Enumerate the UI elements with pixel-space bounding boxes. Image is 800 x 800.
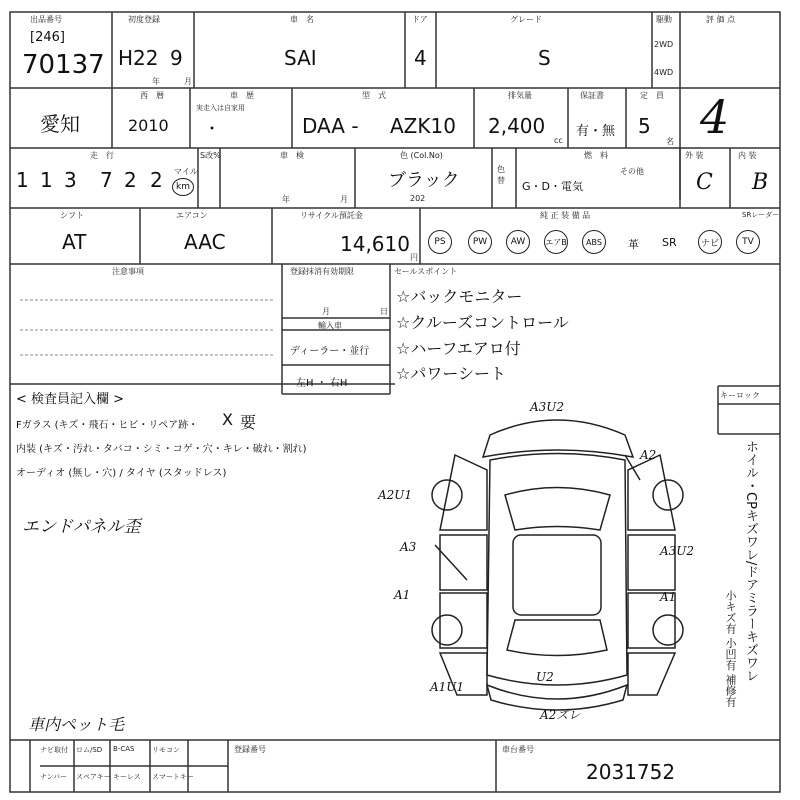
drive-2wd: 2WD	[654, 40, 674, 49]
shift-label: シフト	[60, 211, 84, 220]
wheel-rear-left	[432, 615, 462, 645]
ac-label: エアコン	[176, 211, 208, 220]
inspection-interior-line: 内装 (キズ・汚れ・タバコ・シミ・コゲ・穴・キレ・破れ・割れ)	[16, 444, 307, 455]
lot-label: 出品番号	[30, 15, 62, 24]
equipment-extra-label: SRレーダー	[742, 211, 780, 219]
damage-mark: A2ズレ	[540, 708, 581, 722]
warranty-value: 有・無	[576, 124, 616, 139]
reg-month: 9	[170, 46, 183, 70]
keylock-label: キーロック	[720, 391, 760, 400]
inspection-year: 年	[282, 195, 290, 204]
equipment-navi: ナビ	[698, 230, 722, 254]
rear-window	[507, 620, 607, 656]
s-mark-label: S改%	[200, 151, 221, 160]
year-value: 2010	[128, 116, 169, 135]
displacement-unit: cc	[554, 136, 563, 145]
reg-era: H22	[118, 46, 159, 70]
exterior-value: C	[696, 170, 713, 195]
registration-label: 登録抹消有効期限	[290, 267, 354, 276]
damage-legend-text: ホイル・CPキズワレ/ドアミラーキズワレ	[743, 440, 758, 683]
mileage-digit: 2	[150, 168, 163, 192]
color-change-label: 色替	[497, 165, 505, 185]
equipment-airbag: エアB	[544, 230, 568, 254]
inspection-title: < 検査員記入欄 >	[16, 392, 125, 407]
lot-number: 70137	[22, 50, 105, 80]
front-left-fender	[440, 455, 487, 530]
reg-label: 初度登録	[128, 15, 160, 24]
exterior-label: 外 装	[685, 151, 704, 160]
damage-mark: A1U1	[430, 680, 465, 694]
rear-right-quarter	[628, 653, 675, 695]
inspection-month: 月	[340, 195, 348, 204]
drive-4wd: 4WD	[654, 68, 674, 77]
grade-value: S	[538, 46, 551, 70]
mileage-digit: 1	[40, 168, 53, 192]
score-value: 4	[700, 90, 730, 144]
footer-option: スペアキー	[76, 773, 111, 781]
year-label: 西 暦	[140, 91, 164, 100]
mileage-digit: 7	[100, 168, 113, 192]
grade-label: グレード	[510, 15, 542, 24]
color-code: 202	[410, 194, 426, 203]
sales-point: ☆クルーズコントロール	[396, 313, 569, 332]
interior-value: B	[752, 170, 769, 195]
footer-option: スマートキー	[152, 773, 194, 781]
damage-mark: A1	[660, 590, 677, 604]
displacement-value: 2,400	[488, 114, 546, 138]
roof	[513, 535, 601, 615]
damage-mark: A2U1	[378, 488, 413, 502]
color-value: ブラック	[388, 170, 460, 191]
prefecture: 愛知	[40, 112, 80, 136]
lot-prefix: [246]	[30, 30, 65, 45]
mileage-digit: 1	[16, 168, 29, 192]
capacity-value: 5	[638, 114, 651, 138]
handwritten-note: エンドパネル歪	[22, 517, 141, 537]
import-value: ディーラー・並行	[290, 346, 370, 357]
equipment-aw: AW	[506, 230, 530, 254]
damage-mark: A3	[400, 540, 417, 554]
front-right-fender	[628, 455, 675, 530]
capacity-label: 定 員	[640, 91, 664, 100]
inspection-glass-line: Fガラス (キズ・飛石・ヒビ・リペア跡・	[16, 420, 199, 431]
history-note: 実走入は自家用	[196, 104, 245, 112]
registration-day: 日	[380, 307, 388, 316]
capacity-unit: 名	[666, 137, 674, 146]
reg-number-label: 登録番号	[234, 745, 266, 754]
ac-value: AAC	[184, 230, 226, 254]
score-label: 評 価 点	[706, 15, 736, 24]
equipment-sr: SR	[662, 236, 677, 249]
sales-point: ☆バックモニター	[396, 287, 523, 306]
damage-mark: A3U2	[530, 400, 565, 414]
inspection-audio-line: オーディオ (無し・穴) / タイヤ (スタッドレス)	[16, 468, 227, 479]
steering-value: 左H ・ 右H	[296, 378, 348, 389]
type-prefix: DAA -	[302, 114, 359, 138]
doors-label: ドア	[412, 15, 428, 24]
fuel-label: 燃 料	[584, 151, 608, 160]
mileage-unit-mile: マイル	[174, 167, 198, 176]
import-label: 輸入車	[318, 321, 342, 330]
color-label: 色 (Col.No)	[400, 151, 443, 160]
mileage-label: 走 行	[90, 151, 114, 160]
displacement-label: 排気量	[508, 91, 532, 100]
equipment-label: 純 正 装 備 品	[540, 211, 591, 220]
fuel-other: その他	[620, 167, 644, 176]
chassis-label: 車台番号	[502, 745, 534, 754]
model-name: SAI	[284, 46, 317, 70]
recycle-fee: 14,610	[340, 232, 410, 256]
windshield	[505, 488, 610, 531]
equipment-tv: TV	[736, 230, 760, 254]
glass-x-mark: X	[222, 410, 233, 429]
model-label: 車 名	[290, 15, 314, 24]
doors-value: 4	[414, 46, 427, 70]
handwritten-bottom: 車内ペット毛	[28, 715, 125, 734]
chassis-number: 2031752	[586, 760, 676, 784]
type-code: AZK10	[390, 114, 456, 138]
reg-month-unit: 月	[184, 77, 192, 86]
rear-left-door	[440, 593, 487, 648]
caution-label: 注意事項	[112, 267, 144, 276]
equipment-pw: PW	[468, 230, 492, 254]
registration-month: 月	[322, 307, 330, 316]
damage-legend-small: 小キズ有 小凹有 補修有	[724, 590, 737, 707]
sales-label: セールスポイント	[394, 267, 458, 276]
damage-mark: A2	[640, 448, 657, 462]
wheel-rear-right	[653, 615, 683, 645]
type-label: 型 式	[362, 91, 386, 100]
equipment-ps: PS	[428, 230, 452, 254]
footer-option: ナビ取付	[40, 746, 68, 754]
damage-mark: A3U2	[660, 544, 695, 558]
equipment-abs: ABS	[582, 230, 606, 254]
sales-point: ☆ハーフエアロ付	[396, 339, 521, 358]
front-bumper	[483, 420, 633, 457]
footer-option: リモコン	[152, 746, 180, 754]
shift-value: AT	[62, 230, 87, 254]
reg-year-unit: 年	[152, 77, 160, 86]
inspection-label: 車 検	[280, 151, 304, 160]
sales-point: ☆パワーシート	[396, 364, 507, 383]
history-label: 車 歴	[230, 91, 254, 100]
warranty-label: 保証書	[580, 91, 604, 100]
drive-label: 駆動	[656, 15, 672, 24]
mileage-unit-km: km	[172, 178, 194, 196]
equipment-leather: 革	[628, 238, 639, 251]
fuel-value: G・D・電気	[522, 180, 583, 193]
footer-option: キーレス	[113, 773, 141, 781]
recycle-unit: 円	[410, 253, 418, 262]
glass-required: 要	[240, 413, 257, 432]
footer-option: B-CAS	[113, 745, 135, 753]
footer-option: ナンバー	[40, 773, 68, 781]
damage-mark: U2	[536, 670, 554, 684]
footer-option: ロム/SD	[76, 746, 103, 754]
front-left-door	[440, 535, 487, 590]
interior-label: 内 装	[738, 151, 757, 160]
mileage-digit: 3	[64, 168, 77, 192]
damage-mark: A1	[394, 588, 411, 602]
history-value: ・	[204, 119, 221, 138]
recycle-label: リサイクル預託金	[300, 211, 363, 220]
mileage-digit: 2	[124, 168, 137, 192]
